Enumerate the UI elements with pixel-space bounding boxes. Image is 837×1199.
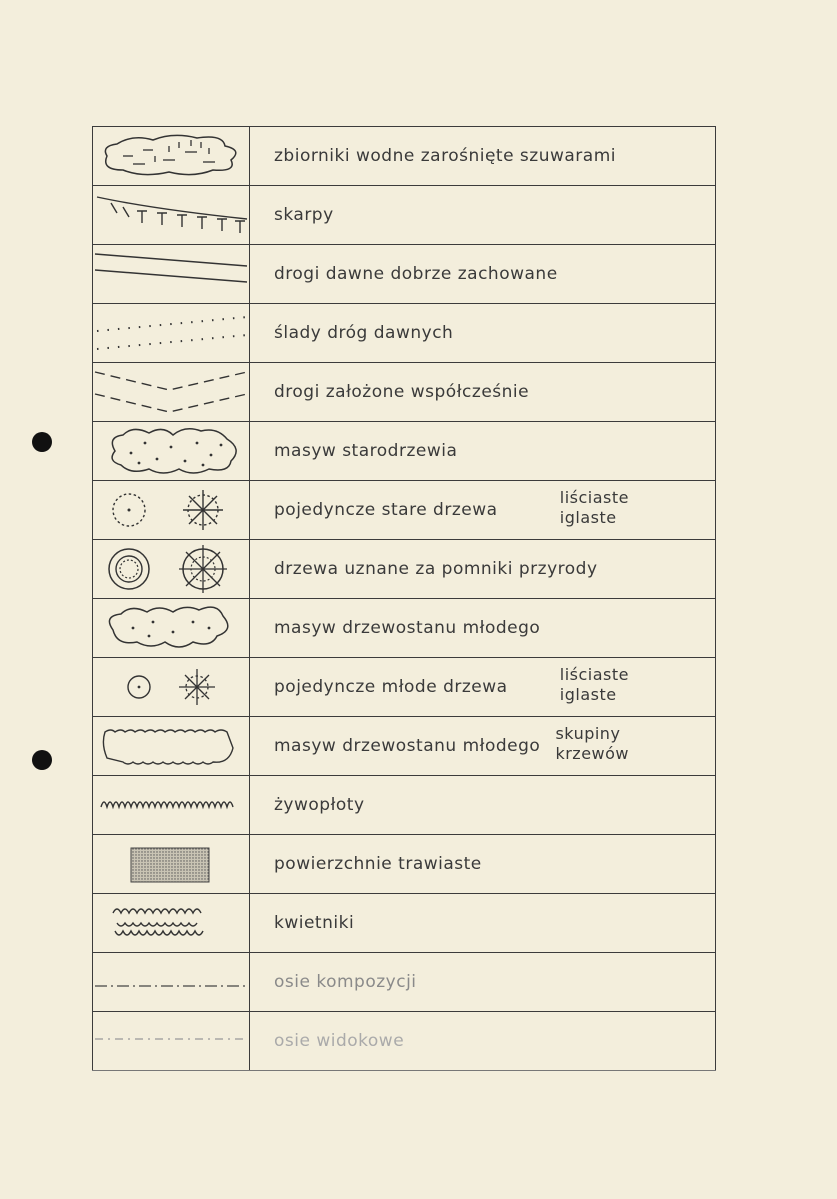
legend-label: osie kompozycji <box>274 972 417 992</box>
legend-label: pojedyncze młode drzewa <box>274 677 508 697</box>
legend-row <box>93 776 716 835</box>
side-label-deciduous: liściaste <box>559 488 629 507</box>
legend-label: osie widokowe <box>274 1031 405 1051</box>
legend-label: masyw drzewostanu młodego <box>274 618 541 638</box>
lawn-icon <box>93 835 250 894</box>
legend-row <box>93 894 716 953</box>
tree-type-labels <box>560 665 629 705</box>
composition-axis-icon <box>93 953 250 1012</box>
legend-row <box>93 127 716 186</box>
old-tree-icon <box>93 481 250 540</box>
punch-hole <box>32 750 52 770</box>
legend-label: masyw starodrzewia <box>274 441 458 461</box>
hedge-icon <box>93 776 250 835</box>
legend-label: skarpy <box>274 205 334 225</box>
legend-label: drzewa uznane za pomniki przyrody <box>274 559 598 579</box>
legend-label: zbiorniki wodne zarośnięte szuwarami <box>274 146 616 166</box>
side-label-groups: skupiny <box>555 724 621 743</box>
legend-label: kwietniki <box>274 913 355 933</box>
legend-row <box>93 245 716 304</box>
legend-row <box>93 186 716 245</box>
legend-row <box>93 422 716 481</box>
tree-type-labels <box>560 488 629 528</box>
legend-label: ślady dróg dawnych <box>274 323 454 343</box>
side-label-deciduous: liściaste <box>559 665 629 684</box>
legend-row <box>93 658 716 717</box>
legend-label: drogi założone współcześnie <box>274 382 530 402</box>
legend-row <box>93 717 716 776</box>
legend-label: pojedyncze stare drzewa <box>274 500 498 520</box>
legend-row <box>93 1012 716 1071</box>
shrub-group-icon <box>93 717 250 776</box>
young-forest-icon <box>93 599 250 658</box>
legend-row <box>93 540 716 599</box>
legend-row <box>93 835 716 894</box>
side-label-coniferous: iglaste <box>559 685 617 704</box>
legend-label: drogi dawne dobrze zachowane <box>274 264 558 284</box>
old-road-icon <box>93 245 250 304</box>
old-forest-icon <box>93 422 250 481</box>
side-label-coniferous: iglaste <box>559 508 617 527</box>
legend-row <box>93 599 716 658</box>
legend-label: powierzchnie trawiaste <box>274 854 482 874</box>
legend-row <box>93 481 716 540</box>
legend-label: żywopłoty <box>274 795 365 815</box>
punch-hole <box>32 432 52 452</box>
road-trace-icon <box>93 304 250 363</box>
shrub-labels <box>555 724 629 764</box>
modern-road-icon <box>93 363 250 422</box>
view-axis-icon <box>93 1012 250 1071</box>
monument-tree-icon <box>93 540 250 599</box>
legend-table <box>92 126 716 1071</box>
side-label-shrubs: krzewów <box>555 744 629 763</box>
slope-icon <box>93 186 250 245</box>
reed-water-icon <box>93 127 250 186</box>
young-tree-icon <box>93 658 250 717</box>
legend-row <box>93 304 716 363</box>
legend-row <box>93 953 716 1012</box>
flowerbed-icon <box>93 894 250 953</box>
legend-label: masyw drzewostanu młodego <box>274 736 541 756</box>
legend-row <box>93 363 716 422</box>
